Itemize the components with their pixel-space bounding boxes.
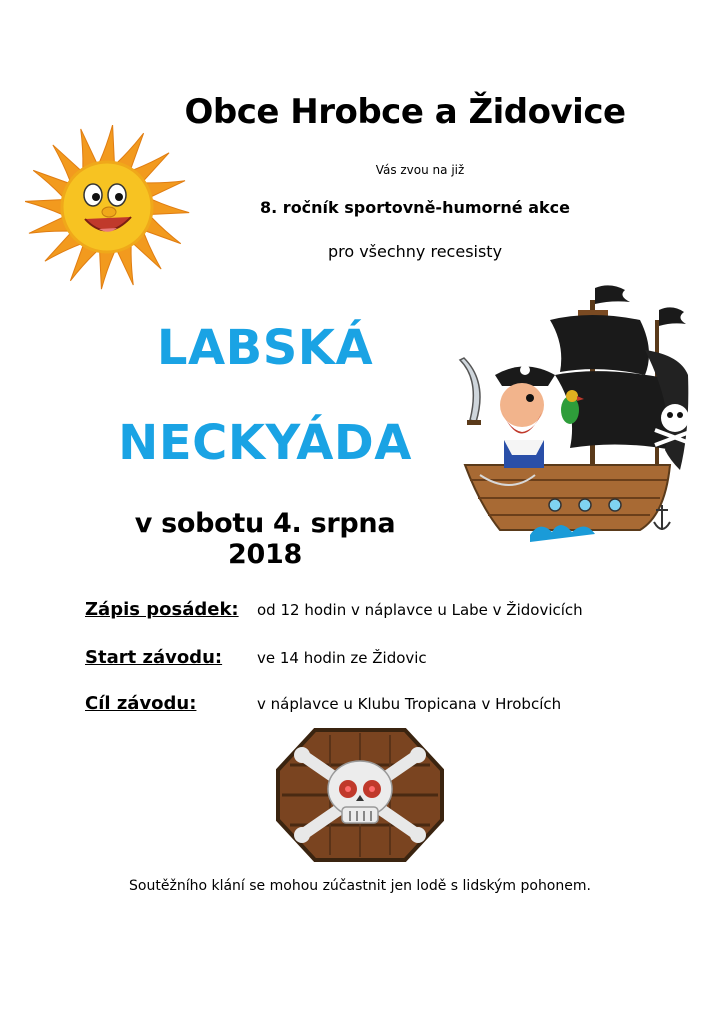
race-finish-value: v náplavce u Klubu Tropicana v Hrobcích — [257, 695, 562, 713]
event-name-line2: NECKYÁDA — [118, 415, 412, 471]
sun-ray — [100, 125, 115, 162]
sun-ray — [146, 181, 185, 197]
sun-ray — [100, 252, 115, 289]
sun-ray — [25, 200, 62, 215]
race-start-value: ve 14 hodin ze Židovic — [257, 649, 427, 667]
sun-ray — [81, 129, 97, 168]
edition-text: 8. ročník sportovně-humorné akce — [260, 198, 570, 217]
registration-value: od 12 hodin v náplavce u Labe v Židovicích — [257, 601, 583, 619]
event-date: v sobotu 4. srpna 2018 — [134, 508, 396, 570]
sun-ray — [29, 218, 68, 234]
registration-label: Zápis posádek: — [85, 599, 239, 620]
race-finish-label: Cíl závodu: — [85, 693, 197, 714]
audience-text: pro všechny recesisty — [327, 242, 503, 261]
sun-ray — [118, 133, 144, 168]
sun-ray — [33, 170, 68, 196]
skull-shield-icon — [270, 725, 450, 865]
sun-ray — [152, 200, 189, 215]
sun-ray — [70, 246, 96, 281]
page-title: Obce Hrobce a Židovice — [184, 92, 626, 132]
footer-note: Soutěžního klání se mohou zúčastnit jen lodě s lidským pohonem. — [129, 878, 591, 894]
race-start-label: Start závodu: — [85, 647, 223, 668]
invite-text: Vás zvou na již — [375, 163, 465, 177]
sun-icon — [25, 125, 190, 290]
sun-ray — [146, 218, 181, 244]
pirate-ship-icon — [440, 280, 690, 550]
event-name-line1: LABSKÁ — [156, 320, 374, 376]
sun-ray — [118, 246, 134, 285]
